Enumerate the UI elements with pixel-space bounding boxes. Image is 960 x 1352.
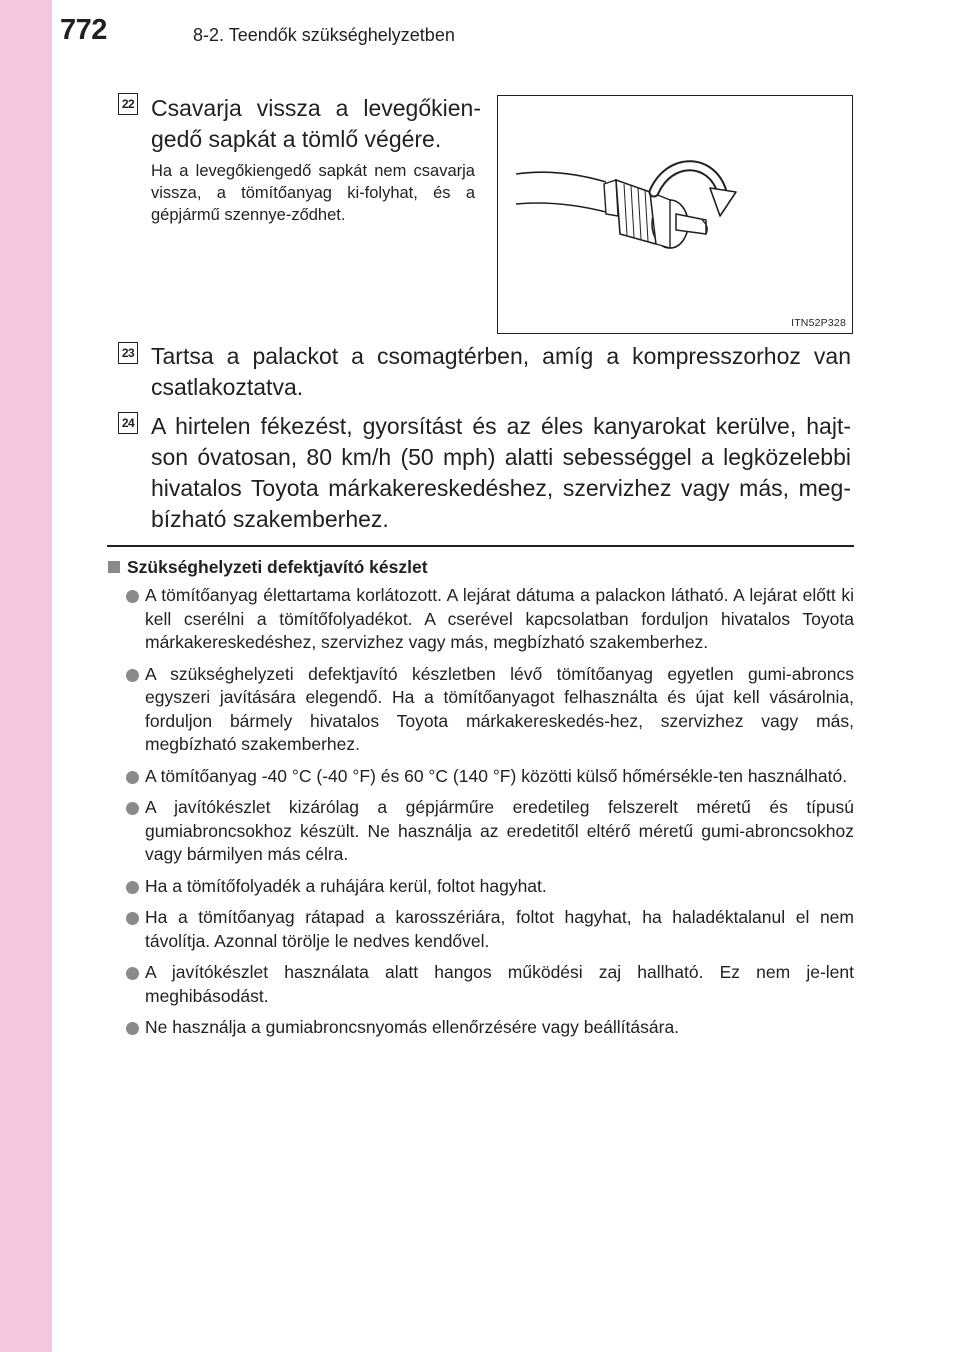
figure-hose-cap: [497, 95, 853, 334]
list-item: [108, 875, 854, 899]
list-item: [108, 584, 854, 655]
list-item: [108, 796, 854, 867]
bullet-dot-icon: [126, 590, 139, 603]
list-item: [108, 961, 854, 1008]
bullet-dot-icon: [126, 881, 139, 894]
list-item-text: Ha a tömítőanyag rátapad a karosszériára, foltot hagyhat, ha haladéktalanul el nem távolítja. Azonnal törölje le nedves kendővel.: [145, 907, 854, 951]
list-item-text: Ha a tömítőfolyadék a ruhájára kerül, foltot hagyhat.: [145, 875, 547, 896]
list-item: [108, 663, 854, 757]
list-item: [108, 765, 854, 789]
section-divider: [107, 545, 854, 547]
bullet-dot-icon: [126, 1022, 139, 1035]
list-item-text: A tömítőanyag -40 °C (-40 °F) és 60 °C (140 °F) közötti külső hőmérsékle-ten használható.: [145, 765, 848, 786]
step-22-text: Csavarja vissza a levegőkien-gedő sapkát a tömlő végére.: [151, 95, 481, 152]
list-item-text: A tömítőanyag élettartama korlátozott. A lejárat dátuma a palackon látható. A lejárat előtt ki kell cserélni a tömítőfolyadékot. A cserével kapcsolatban forduljon hivatalos Toyota márkakereskedéshez, szervizhez vagy más, megbízható szakemberhez.: [145, 585, 854, 652]
chapter-side-bar: [0, 0, 52, 1352]
info-header: [108, 557, 428, 578]
list-item: [108, 1016, 854, 1040]
list-item-text: Ne használja a gumiabroncsnyomás ellenőrzésére vagy beállítására.: [145, 1017, 680, 1037]
hose-valve-cap-illustration: [498, 96, 852, 333]
square-bullet-icon: [108, 561, 120, 573]
list-item-text: A szükséghelyzeti defektjavító készletben lévő tömítőanyag egyetlen gumi-abroncs egyszeri javítására elegendő. Ha a tömítőanyagot felhasználta és újat kell vásárolnia, forduljon bármely hivatalos Toyota márkakereskedés-hez, szervizhez vagy más, megbízható szakemberhez.: [145, 663, 854, 754]
bullet-dot-icon: [126, 669, 139, 682]
list-item-text: A javítókészlet kizárólag a gépjárműre eredetileg felszerelt méretű és típusú gumiabroncsokhoz készült. Ne használja az eredetitől eltérő méretű gumi-abroncsokhoz vagy bármilyen más célra.: [145, 797, 854, 864]
bullet-dot-icon: [126, 802, 139, 815]
list-item-text: A javítókészlet használata alatt hangos működési zaj hallható. Ez nem je-lent meghibásodást.: [145, 962, 854, 1006]
step-23-text: Tartsa a palackot a csomagtérben, amíg a kompresszorhoz van csatlakoztatva.: [151, 343, 851, 400]
list-item: [108, 906, 854, 953]
bullet-dot-icon: [126, 912, 139, 925]
step-24-text: A hirtelen fékezést, gyorsítást és az éles kanyarokat kerülve, hajt-son óvatosan, 80 km/h (50 mph) alatti sebességgel a legközelebbi hivatalos Toyota márkakereskedéshez, szervizhez vagy más, meg-bízható szakemberhez.: [151, 413, 851, 532]
figure-code: ITN52P328: [791, 317, 846, 329]
bullet-dot-icon: [126, 967, 139, 980]
step-22-note: Ha a levegőkiengedő sapkát nem csavarja vissza, a tömítőanyag ki-folyhat, és a gépjármű szennye-ződhet.: [151, 162, 475, 224]
bullet-dot-icon: [126, 771, 139, 784]
step-23-number: 23: [118, 342, 138, 364]
info-header-text: Szükséghelyzeti defektjavító készlet: [127, 557, 428, 577]
info-bullet-list: [108, 584, 854, 1048]
page-number: 772: [60, 14, 107, 46]
step-24-number: 24: [118, 412, 138, 434]
section-title: 8-2. Teendők szükséghelyzetben: [193, 25, 455, 45]
step-22-number: 22: [118, 93, 138, 115]
